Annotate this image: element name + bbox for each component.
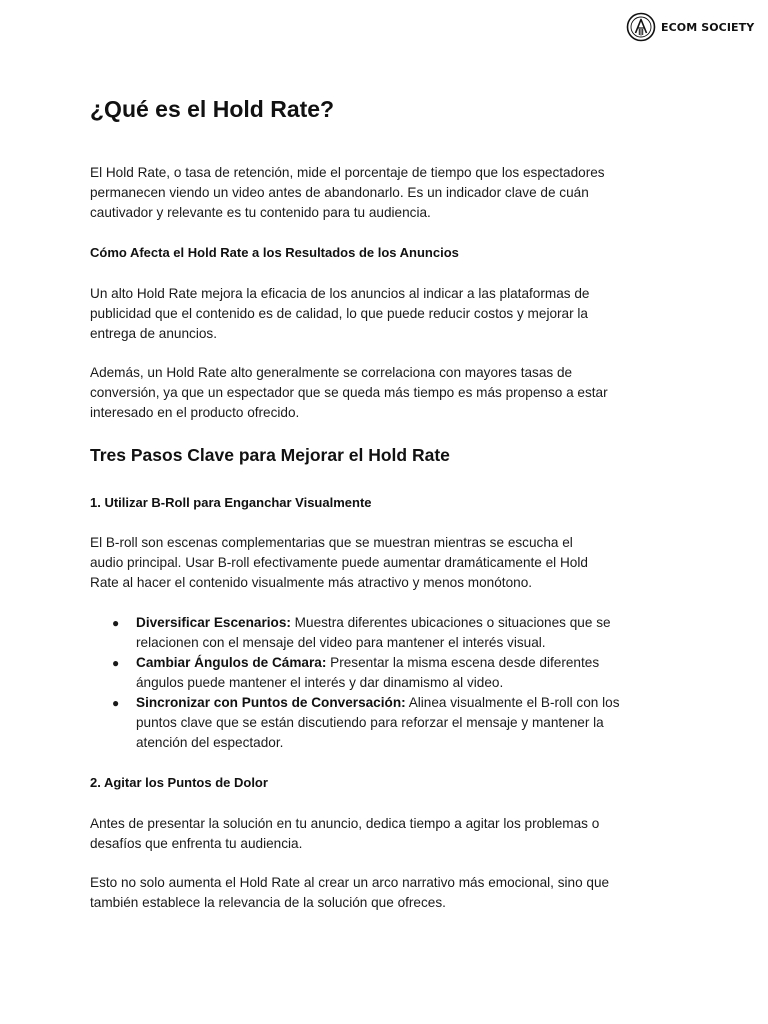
text-line: permanecen viendo un video antes de abandonarlo. Es un indicador clave de cuán [90, 185, 589, 200]
intro-paragraph [90, 163, 690, 223]
text-line: Antes de presentar la solución en tu anuncio, dedica tiempo a agitar los problemas o [90, 816, 600, 831]
step-1-heading: 1. Utilizar B-Roll para Enganchar Visualmente [90, 495, 372, 510]
list-item-text: atención del espectador. [136, 735, 284, 750]
text-line: cautivador y relevante es tu contenido para tu audiencia. [90, 205, 431, 220]
text-line: Rate al hacer el contenido visualmente más atractivo y menos monótono. [90, 575, 533, 590]
text-line: entrega de anuncios. [90, 326, 217, 341]
bullet-icon: ● [112, 656, 120, 670]
list-item-text: puntos clave que se están discutiendo para reforzar el mensaje y mantener la [136, 715, 604, 730]
text-line: Esto no solo aumenta el Hold Rate al crear un arco narrativo más emocional, sino que [90, 875, 610, 890]
text-line: El Hold Rate, o tasa de retención, mide el porcentaje de tiempo que los espectadores [90, 165, 605, 180]
list-item-text: ángulos puede mantener el interés y dar dinamismo al video. [136, 675, 504, 690]
step-1-paragraph [90, 533, 690, 593]
bullet-icon: ● [112, 696, 120, 710]
text-line: Un alto Hold Rate mejora la eficacia de los anuncios al indicar a las plataformas de [90, 286, 590, 301]
list-item-text: relacionen con el mensaje del video para mantener el interés visual. [136, 635, 546, 650]
text-line: conversión, ya que un espectador que se queda más tiempo es más propenso a estar [90, 385, 608, 400]
paragraph-ads-efficacy [90, 284, 690, 344]
step-2-paragraph-2 [90, 873, 690, 913]
list-item-text: Presentar la misma escena desde diferentes [326, 655, 600, 670]
list-item-title: Diversificar Escenarios: [136, 615, 291, 630]
text-line: Además, un Hold Rate alto generalmente se correlaciona con mayores tasas de [90, 365, 573, 380]
ecom-society-logo-icon [626, 12, 656, 42]
section-heading-three-steps: Tres Pasos Clave para Mejorar el Hold Rate [90, 445, 450, 465]
brand-logo [626, 12, 754, 42]
list-item-title: Sincronizar con Puntos de Conversación: [136, 695, 406, 710]
list-item-text: Alinea visualmente el B-roll con los [405, 695, 620, 710]
text-line: publicidad que el contenido es de calidad, lo que puede reducir costos y mejorar la [90, 306, 588, 321]
text-line: El B-roll son escenas complementarias que se muestran mientras se escucha el [90, 535, 573, 550]
list-item-text: Muestra diferentes ubicaciones o situaciones que se [290, 615, 611, 630]
list-item [90, 653, 690, 693]
text-line: desafíos que enfrenta tu audiencia. [90, 836, 303, 851]
bullet-icon: ● [112, 616, 120, 630]
text-line: interesado en el producto ofrecido. [90, 405, 300, 420]
list-item-title: Cambiar Ángulos de Cámara: [136, 655, 327, 670]
b-roll-tips-list [90, 613, 690, 753]
list-item [90, 693, 690, 753]
text-line: también establece la relevancia de la solución que ofreces. [90, 895, 446, 910]
text-line: audio principal. Usar B-roll efectivamente puede aumentar dramáticamente el Hold [90, 555, 588, 570]
page-title: ¿Qué es el Hold Rate? [90, 96, 335, 122]
paragraph-conversion [90, 363, 690, 423]
section-heading-ads-results: Cómo Afecta el Hold Rate a los Resultados de los Anuncios [90, 245, 459, 260]
list-item [90, 613, 690, 653]
step-2-paragraph-1 [90, 814, 690, 854]
brand-name: ECOM SOCIETY [661, 20, 755, 34]
step-2-heading: 2. Agitar los Puntos de Dolor [90, 775, 268, 790]
